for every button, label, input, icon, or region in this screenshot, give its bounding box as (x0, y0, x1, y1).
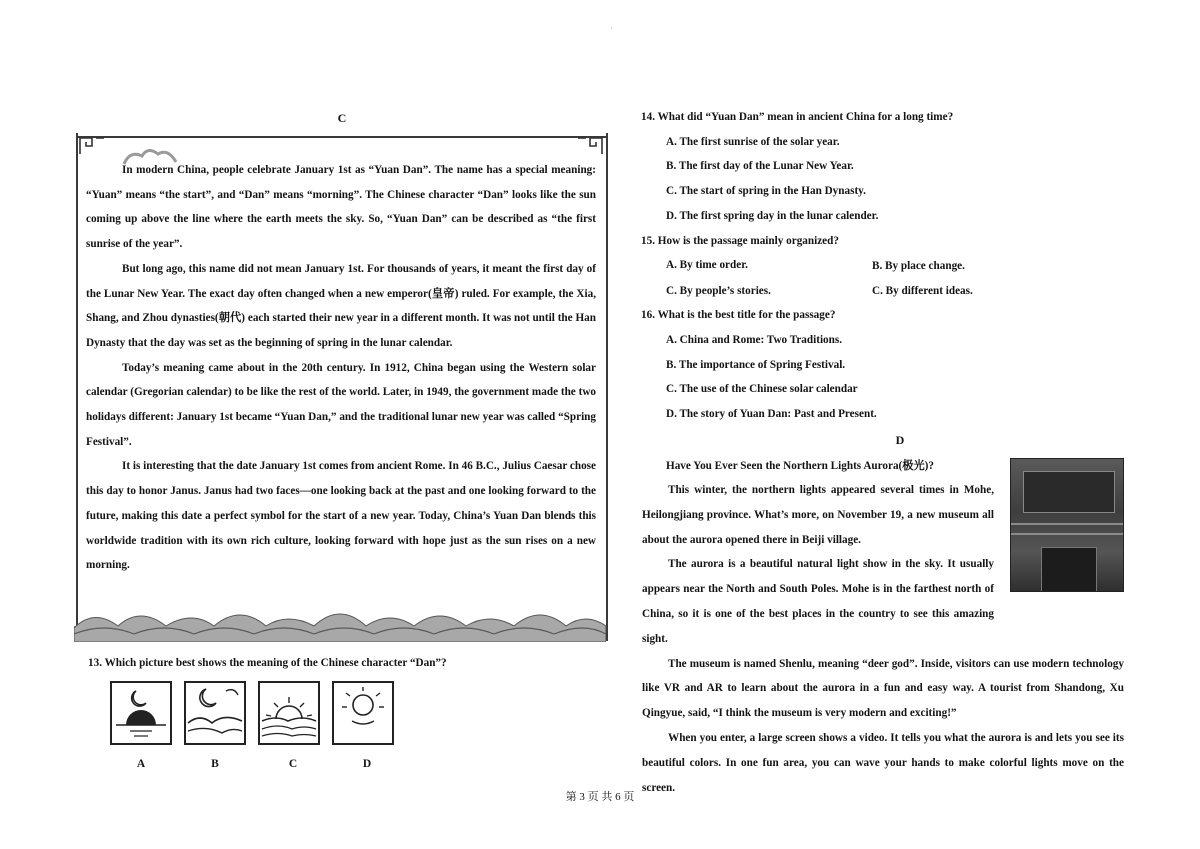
option-d-picture (332, 681, 394, 745)
question-16-option-c: C. The use of the Chinese solar calendar (666, 383, 858, 395)
section-c-letter: C (337, 111, 347, 125)
question-16-option-a: A. China and Rome: Two Traditions. (666, 334, 843, 346)
option-a-label: A (136, 758, 146, 770)
moon-over-hills-icon (186, 683, 244, 743)
section-d-letter: D (895, 433, 905, 447)
passage-d-paragraph-3: The museum is named Shenlu, meaning “deer god”. Inside, visitors can use modern technology like VR and AR to learn about the aurora in a fun and easy way. A tourist from Shandong, Xu Qingyue, said, “I think the museum is very modern and exciting!” (642, 657, 1124, 720)
cloud-wave-border-icon (74, 600, 606, 642)
moon-over-horizon-sun-icon (112, 683, 170, 743)
question-16-option-d: D. The story of Yuan Dan: Past and Present. (666, 408, 877, 420)
option-c-label: C (288, 758, 298, 770)
question-14-option-d: D. The first spring day in the lunar calender. (666, 210, 879, 222)
question-14-option-b: B. The first day of the Lunar New Year. (666, 160, 854, 172)
sun-in-sky-icon (334, 683, 392, 743)
question-14-option-c: C. The start of spring in the Han Dynasty. (666, 185, 866, 197)
page-number: 第 3 页 共 6 页 (565, 791, 635, 803)
question-15-option-a: A. By time order. (666, 259, 748, 271)
passage-d-paragraph-1: This winter, the northern lights appeared several times in Mohe, Heilongjiang province. What’s more, on November 19, a new museum all about the aurora opened there in Beiji village. (642, 484, 994, 546)
frame-corner-right-icon (576, 134, 604, 156)
question-14-stem: 14. What did “Yuan Dan” mean in ancient China for a long time? (641, 111, 954, 123)
option-a-picture (110, 681, 172, 745)
scan-mark: · (610, 24, 613, 33)
rising-sun-icon (260, 683, 318, 743)
passage-d-paragraph-2: The aurora is a beautiful natural light show in the sky. It usually appears near the North and South Poles. Mohe is in the farthest north of China, so it is one of the best places in the country to see this amazing sight. (642, 558, 994, 645)
question-15-option-b: B. By place change. (872, 260, 965, 272)
passage-c-paragraph-3: Today’s meaning came about in the 20th century. In 1912, China began using the Western solar calendar (Gregorian calendar) to be like the rest of the world. Later, in 1949, the government made the two holidays different: January 1st became “Yuan Dan,” and the traditional lunar new year was called “Spring Festival”. (86, 361, 596, 448)
question-15-option-d: C. By different ideas. (872, 285, 973, 297)
option-b-label: B (211, 758, 219, 770)
passage-c-body (86, 158, 596, 578)
question-16-option-b: B. The importance of Spring Festival. (666, 359, 846, 371)
passage-d-body (642, 478, 1124, 800)
passage-c-paragraph-4: It is interesting that the date January 1st comes from ancient Rome. In 46 B.C., Julius Caesar chose this day to honor Janus. Janus had two faces—one looking back at the past and one looking forward to the future, making this date a perfect symbol for the start of a new year. Today, China’s Yuan Dan blends this worldwide tradition with its own rich culture, looking forward with hope just as the sun rises on a new morning. (86, 460, 596, 572)
passage-c-paragraph-2: But long ago, this name did not mean January 1st. For thousands of years, it meant the first day of the Lunar New Year. The exact day often changed when a new emperor(皇帝) ruled. For example, the Xia, Shang, and Zhou dynasties(朝代) each started their new year in a different month. It was not until the Han Dynasty that the day was set as the beginning of spring in the lunar calendar. (86, 262, 596, 349)
option-b-picture (184, 681, 246, 745)
question-13-stem: 13. Which picture best shows the meaning of the Chinese character “Dan”? (88, 657, 447, 669)
option-d-label: D (362, 758, 372, 770)
question-16-stem: 16. What is the best title for the passage? (641, 309, 836, 321)
option-c-picture (258, 681, 320, 745)
passage-d-paragraph-4: When you enter, a large screen shows a video. It tells you what the aurora is and lets you see its beautiful colors. In one fun area, you can wave your hands to make colorful lights move on the screen. (642, 731, 1124, 794)
question-14-option-a: A. The first sunrise of the solar year. (666, 136, 840, 148)
passage-d-heading: Have You Ever Seen the Northern Lights Aurora(极光)? (666, 460, 934, 472)
question-15-option-c: C. By people’s stories. (666, 285, 771, 297)
passage-c-paragraph-1: In modern China, people celebrate January 1st as “Yuan Dan”. The name has a special meaning: “Yuan” means “the start”, and “Dan” means “morning”. The Chinese character “Dan” looks like the sun coming up above the line where the earth meets the sky. So, “Yuan Dan” can be described as “the first sunrise of the year”. (86, 164, 596, 251)
frame-corner-left-icon (78, 134, 106, 156)
question-15-stem: 15. How is the passage mainly organized? (641, 235, 839, 247)
